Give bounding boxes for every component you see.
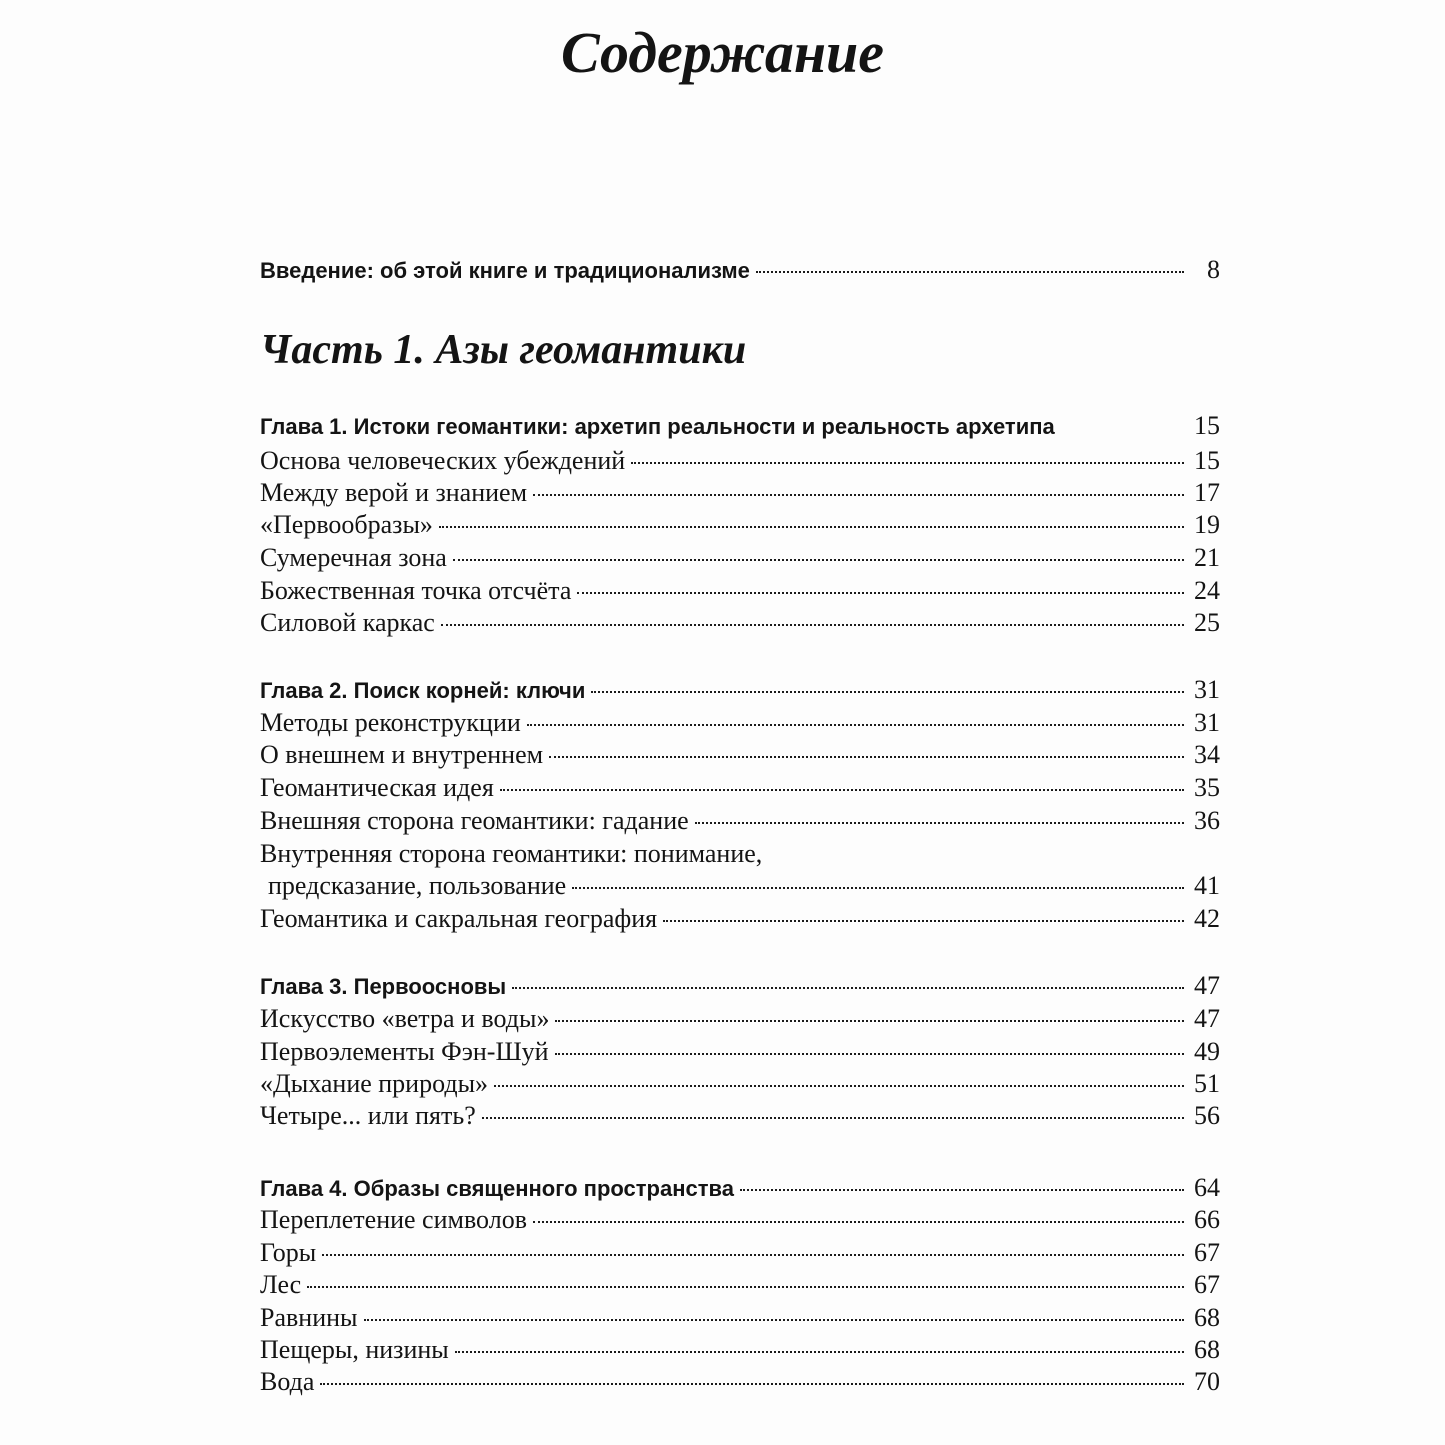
page-number: 70 [1194, 1367, 1220, 1396]
page-number: 19 [1194, 510, 1220, 539]
dot-leader [663, 920, 1184, 922]
dot-leader [533, 494, 1184, 496]
toc-entry-label: Равнины [260, 1303, 358, 1332]
page-number: 67 [1194, 1238, 1220, 1267]
page-number: 47 [1194, 971, 1220, 1000]
dot-leader [322, 1254, 1184, 1256]
toc-entry-label: Четыре... или пять? [260, 1101, 476, 1130]
dot-leader [555, 1053, 1184, 1055]
page-number: 64 [1194, 1173, 1220, 1202]
toc-entry-label: Первоэлементы Фэн-Шуй [260, 1037, 549, 1066]
page-number: 35 [1194, 773, 1220, 802]
toc-entry[interactable] [260, 1003, 1220, 1035]
toc-chapter-1[interactable] [260, 410, 1220, 442]
dot-leader [455, 1351, 1184, 1353]
page-number: 47 [1194, 1004, 1220, 1033]
toc-entry[interactable] [260, 1068, 1220, 1100]
toc-entry-label-line1[interactable]: Внутренняя сторона геомантики: понимание, [260, 839, 763, 868]
toc-chapter-2[interactable] [260, 674, 1220, 706]
toc-entry[interactable] [260, 870, 1220, 902]
dot-leader [494, 1085, 1184, 1087]
toc-entry[interactable] [260, 707, 1220, 739]
page-number: 34 [1194, 740, 1220, 769]
dot-leader [441, 624, 1184, 626]
page-number: 31 [1194, 675, 1220, 704]
toc-entry-label: «Дыхание природы» [260, 1069, 489, 1098]
dot-leader [695, 822, 1184, 824]
page-number: 68 [1194, 1303, 1220, 1332]
toc-entry-label: Лес [260, 1270, 302, 1299]
toc-entry[interactable] [260, 1237, 1220, 1269]
toc-entry[interactable] [260, 1334, 1220, 1366]
toc-entry-label: Силовой каркас [260, 608, 435, 637]
page-number: 8 [1207, 255, 1220, 284]
toc-entry-label-line2: предсказание, пользование [268, 871, 567, 900]
dot-leader [500, 789, 1184, 791]
toc-entry-label: Между верой и знанием [260, 478, 528, 507]
toc-entry[interactable] [260, 1366, 1220, 1398]
toc-entry-label: Искусство «ветра и воды» [260, 1004, 550, 1033]
chapter-title: Глава 4. Образы священного пространства [260, 1176, 734, 1201]
toc-entry[interactable] [260, 477, 1220, 509]
page-number: 21 [1194, 543, 1220, 572]
chapter-title: Глава 1. Истоки геомантики: архетип реальности и реальность архетипа [260, 414, 1055, 439]
page-number: 66 [1194, 1205, 1220, 1234]
toc-entry[interactable] [260, 1100, 1220, 1132]
dot-leader [320, 1383, 1184, 1385]
toc-entry-label: Внешняя сторона геомантики: гадание [260, 806, 689, 835]
dot-leader [555, 1020, 1184, 1022]
page-number: 42 [1194, 904, 1220, 933]
page-number: 36 [1194, 806, 1220, 835]
part-title: Часть 1. Азы геомантики [260, 327, 747, 373]
page-number: 41 [1194, 871, 1220, 900]
dot-leader [439, 526, 1184, 528]
dot-leader [527, 724, 1184, 726]
dot-leader [591, 691, 1184, 693]
page-number: 24 [1194, 576, 1220, 605]
page-number: 67 [1194, 1270, 1220, 1299]
page-number: 68 [1194, 1335, 1220, 1364]
toc-entry[interactable] [260, 509, 1220, 541]
dot-leader [572, 887, 1184, 889]
toc-entry-label: «Первообразы» [260, 510, 433, 539]
toc-entry[interactable] [260, 739, 1220, 771]
page-number: 49 [1194, 1037, 1220, 1066]
toc-entry-label: Пещеры, низины [260, 1335, 449, 1364]
toc-entry-label: Вода [260, 1367, 315, 1396]
dot-leader [512, 987, 1184, 989]
toc-entry[interactable] [260, 445, 1220, 477]
chapter-title: Глава 2. Поиск корней: ключи [260, 678, 586, 703]
toc-entry[interactable] [260, 805, 1220, 837]
dot-leader [756, 271, 1184, 273]
dot-leader [577, 592, 1184, 594]
dot-leader [549, 756, 1184, 758]
dot-leader [307, 1286, 1184, 1288]
toc-entry-label: Горы [260, 1238, 317, 1267]
toc-entry-label: Методы реконструкции [260, 708, 521, 737]
page-number: 15 [1194, 446, 1220, 475]
toc-entry-label: Введение: об этой книге и традиционализме [260, 258, 750, 283]
toc-entry-intro[interactable] [260, 254, 1220, 286]
chapter-title: Глава 3. Первоосновы [260, 974, 507, 999]
toc-entry[interactable] [260, 1269, 1220, 1301]
dot-leader [364, 1319, 1185, 1321]
toc-entry-label: Сумеречная зона [260, 543, 447, 572]
dot-leader [740, 1189, 1184, 1191]
toc-chapter-4[interactable] [260, 1172, 1220, 1204]
toc-entry[interactable] [260, 1204, 1220, 1236]
toc-entry[interactable] [260, 1302, 1220, 1334]
dot-leader [533, 1221, 1184, 1223]
toc-entry[interactable] [260, 903, 1220, 935]
toc-entry-label: О внешнем и внутреннем [260, 740, 544, 769]
toc-entry-label: Геомантическая идея [260, 773, 494, 802]
page-title: Содержание [560, 20, 885, 85]
dot-leader [482, 1117, 1184, 1119]
toc-entry[interactable] [260, 772, 1220, 804]
page-number: 15 [1194, 411, 1220, 440]
toc-entry[interactable] [260, 1036, 1220, 1068]
dot-leader [631, 462, 1184, 464]
toc-chapter-3[interactable] [260, 970, 1220, 1002]
toc-entry-label: Божественная точка отсчёта [260, 576, 572, 605]
page-number: 56 [1194, 1101, 1220, 1130]
page-number: 25 [1194, 608, 1220, 637]
dot-leader [453, 559, 1184, 561]
toc-entry-label: Геомантика и сакральная география [260, 904, 658, 933]
toc-entry[interactable] [260, 575, 1220, 607]
toc-entry[interactable] [260, 542, 1220, 574]
toc-entry[interactable] [260, 607, 1220, 639]
toc-entry-label: Переплетение символов [260, 1205, 527, 1234]
page-number: 17 [1194, 478, 1220, 507]
toc-entry-label: Основа человеческих убеждений [260, 446, 626, 475]
page-number: 51 [1194, 1069, 1220, 1098]
page-number: 31 [1194, 708, 1220, 737]
